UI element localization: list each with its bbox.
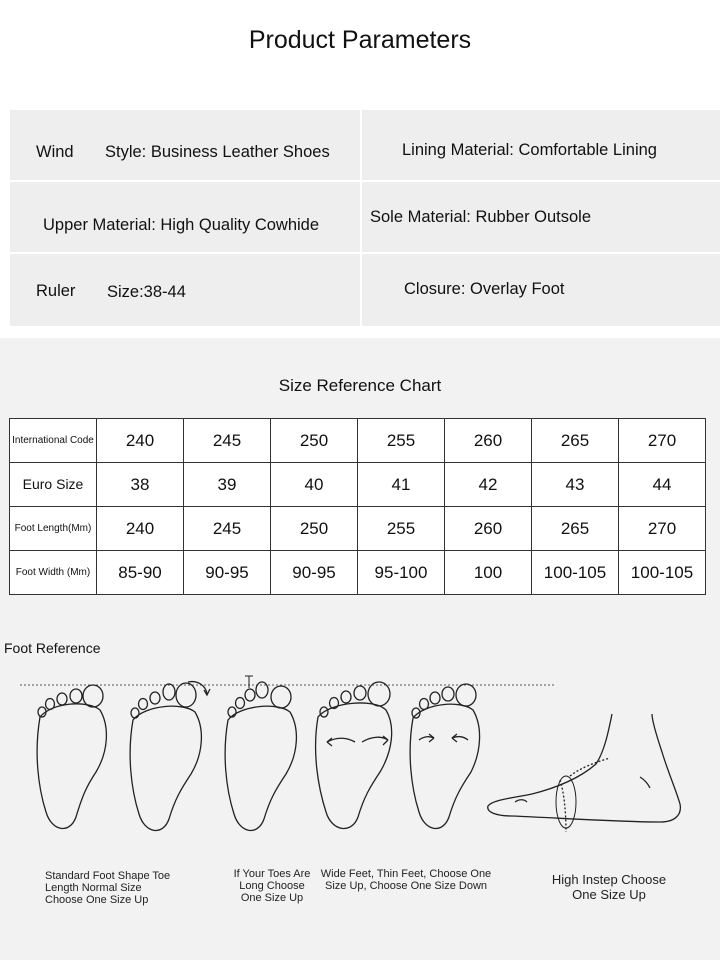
table-cell: 100-105 — [619, 551, 706, 595]
page-title: Product Parameters — [248, 26, 472, 54]
param-style: Style: Business Leather Shoes — [105, 143, 330, 161]
table-cell: 40 — [271, 463, 358, 507]
table-cell: 43 — [532, 463, 619, 507]
table-row — [10, 463, 706, 507]
param-label-ruler: Ruler — [36, 282, 76, 300]
long-toe-foot-icon — [130, 682, 210, 831]
table-cell: 100 — [445, 551, 532, 595]
table-cell: 100-105 — [532, 551, 619, 595]
table-cell: 240 — [97, 419, 184, 463]
table-cell: 270 — [619, 419, 706, 463]
param-closure: Closure: Overlay Foot — [404, 280, 565, 298]
standard-foot-icon — [37, 685, 106, 828]
foot-caption-standard: Standard Foot Shape Toe Length Normal Size Choose One Size Up — [45, 870, 171, 906]
high-instep-foot-icon — [488, 714, 681, 832]
divider — [10, 180, 720, 182]
param-upper: Upper Material: High Quality Cowhide — [43, 216, 320, 234]
table-cell: 90-95 — [271, 551, 358, 595]
table-row — [10, 507, 706, 551]
row-header: Foot Length(Mm) — [10, 507, 97, 551]
table-cell: 44 — [619, 463, 706, 507]
table-cell: 245 — [184, 419, 271, 463]
row-header: Euro Size — [10, 463, 97, 507]
table-cell: 95-100 — [358, 551, 445, 595]
foot-caption-long-toes: If Your Toes Are Long Choose One Size Up — [233, 868, 311, 904]
wide-foot-icon — [316, 682, 392, 828]
table-cell: 90-95 — [184, 551, 271, 595]
foot-reference-illustrations — [0, 672, 720, 852]
table-cell: 85-90 — [97, 551, 184, 595]
table-cell: 245 — [184, 507, 271, 551]
param-label-wind: Wind — [36, 143, 74, 161]
table-cell: 38 — [97, 463, 184, 507]
foot-reference-title: Foot Reference — [4, 640, 101, 656]
table-row — [10, 419, 706, 463]
table-cell: 255 — [358, 419, 445, 463]
table-cell: 39 — [184, 463, 271, 507]
table-cell: 265 — [532, 507, 619, 551]
table-cell: 250 — [271, 507, 358, 551]
thin-foot-icon — [410, 684, 479, 828]
table-cell: 265 — [532, 419, 619, 463]
table-cell: 255 — [358, 507, 445, 551]
table-cell: 240 — [97, 507, 184, 551]
table-cell: 260 — [445, 419, 532, 463]
row-header: Foot Width (Mm) — [10, 551, 97, 595]
size-chart-title: Size Reference Chart — [278, 376, 442, 395]
foot-caption-high-instep: High Instep Choose One Size Up — [551, 872, 667, 902]
table-cell: 42 — [445, 463, 532, 507]
divider — [10, 252, 720, 254]
table-cell: 250 — [271, 419, 358, 463]
table-cell: 270 — [619, 507, 706, 551]
long-second-toe-foot-icon — [225, 676, 296, 830]
param-size: Size:38-44 — [107, 283, 186, 301]
foot-caption-wide-thin: Wide Feet, Thin Feet, Choose One Size Up, Choose One Size Down — [320, 868, 492, 892]
divider — [360, 110, 362, 326]
table-cell: 41 — [358, 463, 445, 507]
size-reference-table — [9, 418, 706, 595]
product-parameters-table — [10, 110, 720, 326]
table-row — [10, 551, 706, 595]
table-cell: 260 — [445, 507, 532, 551]
param-sole: Sole Material: Rubber Outsole — [370, 208, 592, 226]
param-lining: Lining Material: Comfortable Lining — [402, 141, 657, 159]
row-header: International Code — [10, 419, 97, 463]
